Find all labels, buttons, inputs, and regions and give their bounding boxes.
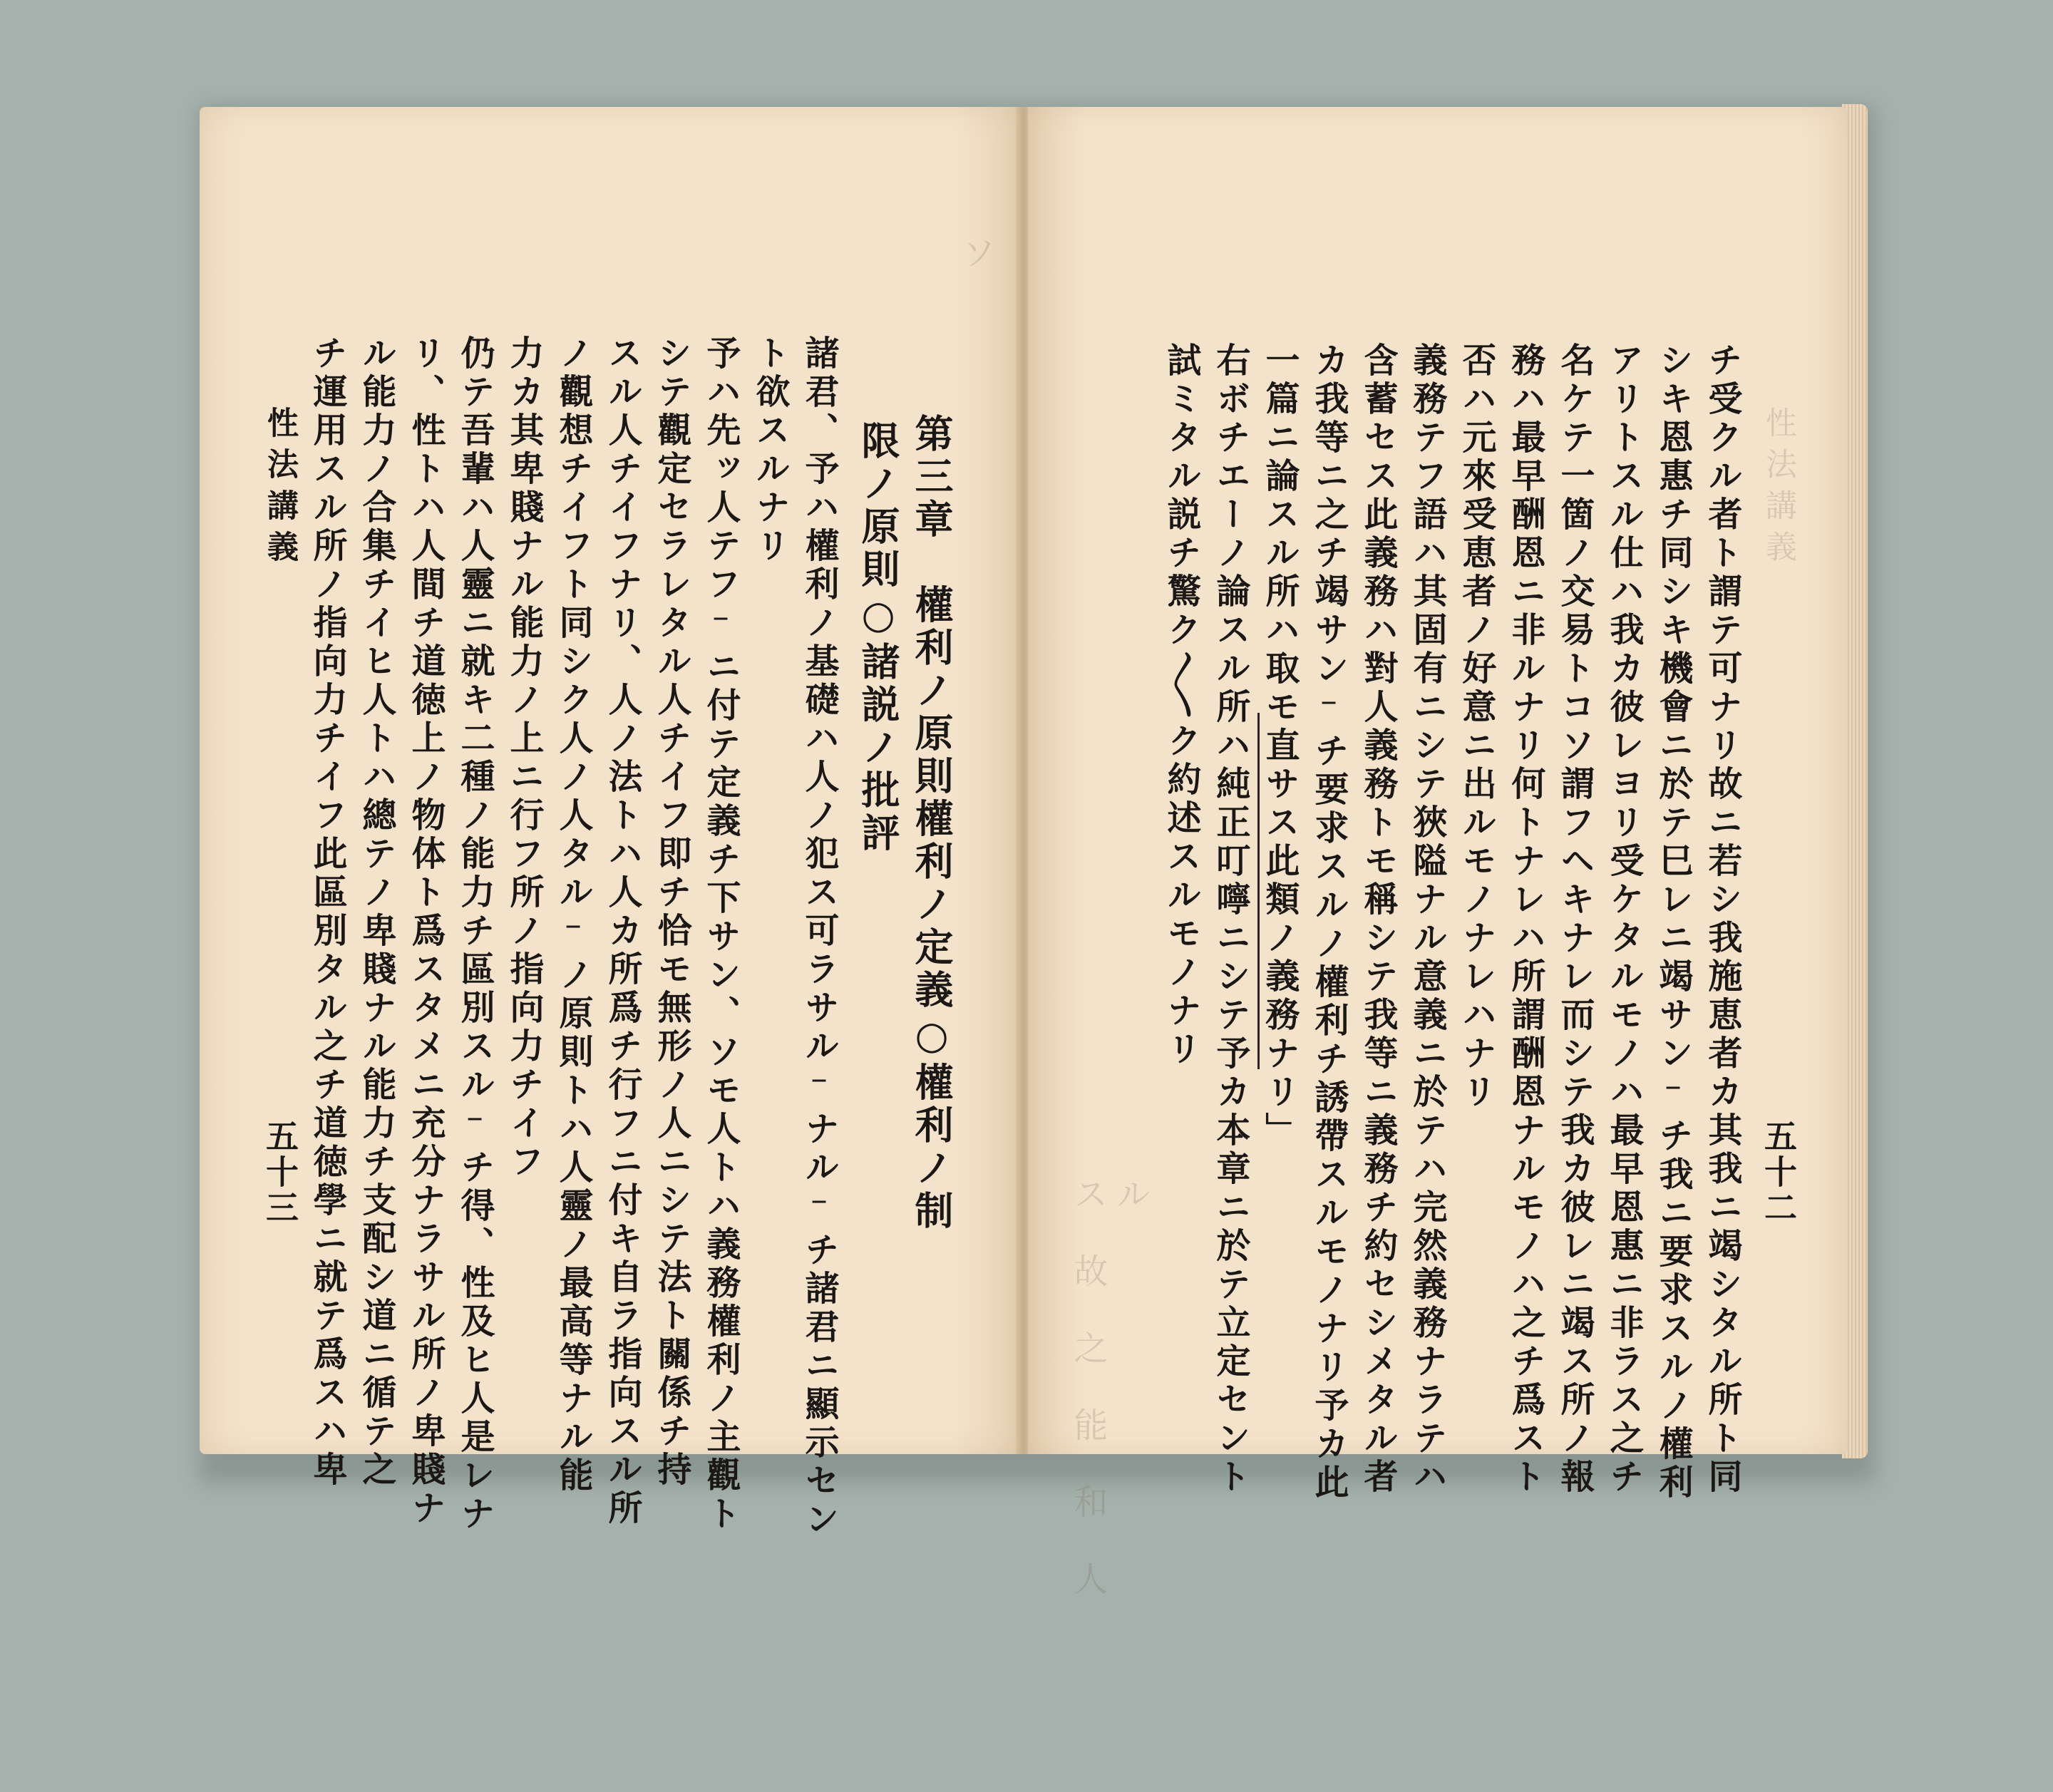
left-line-8: 仍テ吾輩ハ人靈ニ就キ二種ノ能力チ區別スル⁻チ得、性及ヒ人是レナ [455, 335, 495, 1534]
show-through-text-right-2: ス 故 之 能 和 人 [1068, 1176, 1108, 1792]
right-line-2: シキ恩惠チ同シキ機會ニ於テ巳レニ竭サン⁻チ我ニ要求スルノ權利 [1653, 342, 1693, 1503]
show-through-text: ソ [956, 235, 996, 851]
right-line-6: 否ハ元來受恵者ノ好意ニ出ルモノナレハナリ [1456, 342, 1496, 1112]
left-line-4: シテ觀定セラレタル人チイフ即チ恰モ無形ノ人ニシテ法ト關係チ持 [652, 335, 691, 1490]
left-line-5: スル人チイフナリ、人ノ法トハ人カ所爲チ行フニ付キ自ラ指向スル所 [602, 335, 642, 1528]
quotation-rule [1257, 713, 1260, 1069]
left-running-footer: 性法講義 [262, 406, 298, 572]
right-page-number: 五十二 [1759, 1119, 1798, 1226]
left-line-11: チ運用スル所ノ指向力チイフ此區別タル之チ道徳學ニ就テ爲スハ卑 [307, 335, 347, 1490]
left-line-6: ノ觀想チイフト同シク人ノ人タル⁻ノ原則トハ人靈ノ最高等ナル能 [553, 335, 593, 1495]
right-line-12: 試ミタル説チ驚ク〳〵ク約述スルモノナリ [1161, 342, 1201, 1069]
chapter-subheading: 限ノ原則○諸説ノ批評 [855, 421, 901, 855]
left-line-2: ト欲スルナリ [750, 335, 790, 566]
right-page [1028, 107, 1848, 1792]
right-line-5: 務ハ最早酬恩ニ非ルナリ何トナレハ所謂酬恩ナルモノハ之チ爲スト [1506, 342, 1545, 1497]
chapter-heading: 第三章 權利ノ原則權利ノ定義○權利ノ制 [909, 413, 955, 1233]
left-line-1: 諸君、予ハ權利ノ基礎ハ人ノ犯ス可ラサル⁻ナル⁻チ諸君ニ顯示セン [799, 335, 839, 1540]
right-line-9: カ我等ニ之チ竭サン⁻チ要求スルノ權利チ誘帶スルモノナリ予カ此 [1309, 342, 1349, 1503]
left-line-3: 予ハ先ッ人テフ⁻ニ付テ定義チ下サン、ソモ人トハ義務權利ノ主觀ト [701, 335, 741, 1534]
left-line-7: 力カ其卑賤ナル能力ノ上ニ行フ所ノ指向力チイフ [504, 335, 544, 1182]
right-line-11: 右ボチエーノ論スル所ハ純正叮嚀ニシテ予カ本章ニ於テ立定セント [1210, 342, 1250, 1497]
right-line-7: 義務テフ語ハ其固有ニシテ狹隘ナル意義ニ於テハ完然義務ナラテハ [1407, 342, 1447, 1497]
right-line-8: 含蓄セス此義務ハ對人義務トモ稱シテ我等ニ義務チ約セシメタル者 [1358, 342, 1398, 1497]
left-line-9: リ、性トハ人間チ道徳上ノ物体ト爲スタメニ充分ナラサル所ノ卑賤ナ [406, 335, 446, 1528]
left-page-number: 五十三 [261, 1119, 299, 1226]
right-line-3: アリトスル仕ハ我カ彼レヨリ受ケタルモノハ最早恩惠ニ非ラス之チ [1604, 342, 1644, 1497]
show-through-text-right-1: ル [1111, 1176, 1151, 1792]
right-line-1: チ受クル者ト謂テ可ナリ故ニ若シ我施恵者カ其我ニ竭シタル所ト同 [1702, 342, 1742, 1497]
right-running-head-ghost: 性法講義 [1760, 406, 1796, 572]
open-book [192, 93, 1868, 1792]
left-page [200, 107, 1019, 1540]
right-line-10: 一篇ニ論スル所ハ取モ直サス此類ノ義務ナリ」 [1260, 342, 1300, 1150]
left-line-10: ル能力ノ合集チイヒ人トハ總テノ卑賤ナル能力チ支配シ道ニ循テ之 [356, 335, 396, 1490]
right-line-4: 名ケテ一箇ノ交易トコソ謂フヘキナレ而シテ我カ彼レニ竭ス所ノ報 [1555, 342, 1595, 1497]
